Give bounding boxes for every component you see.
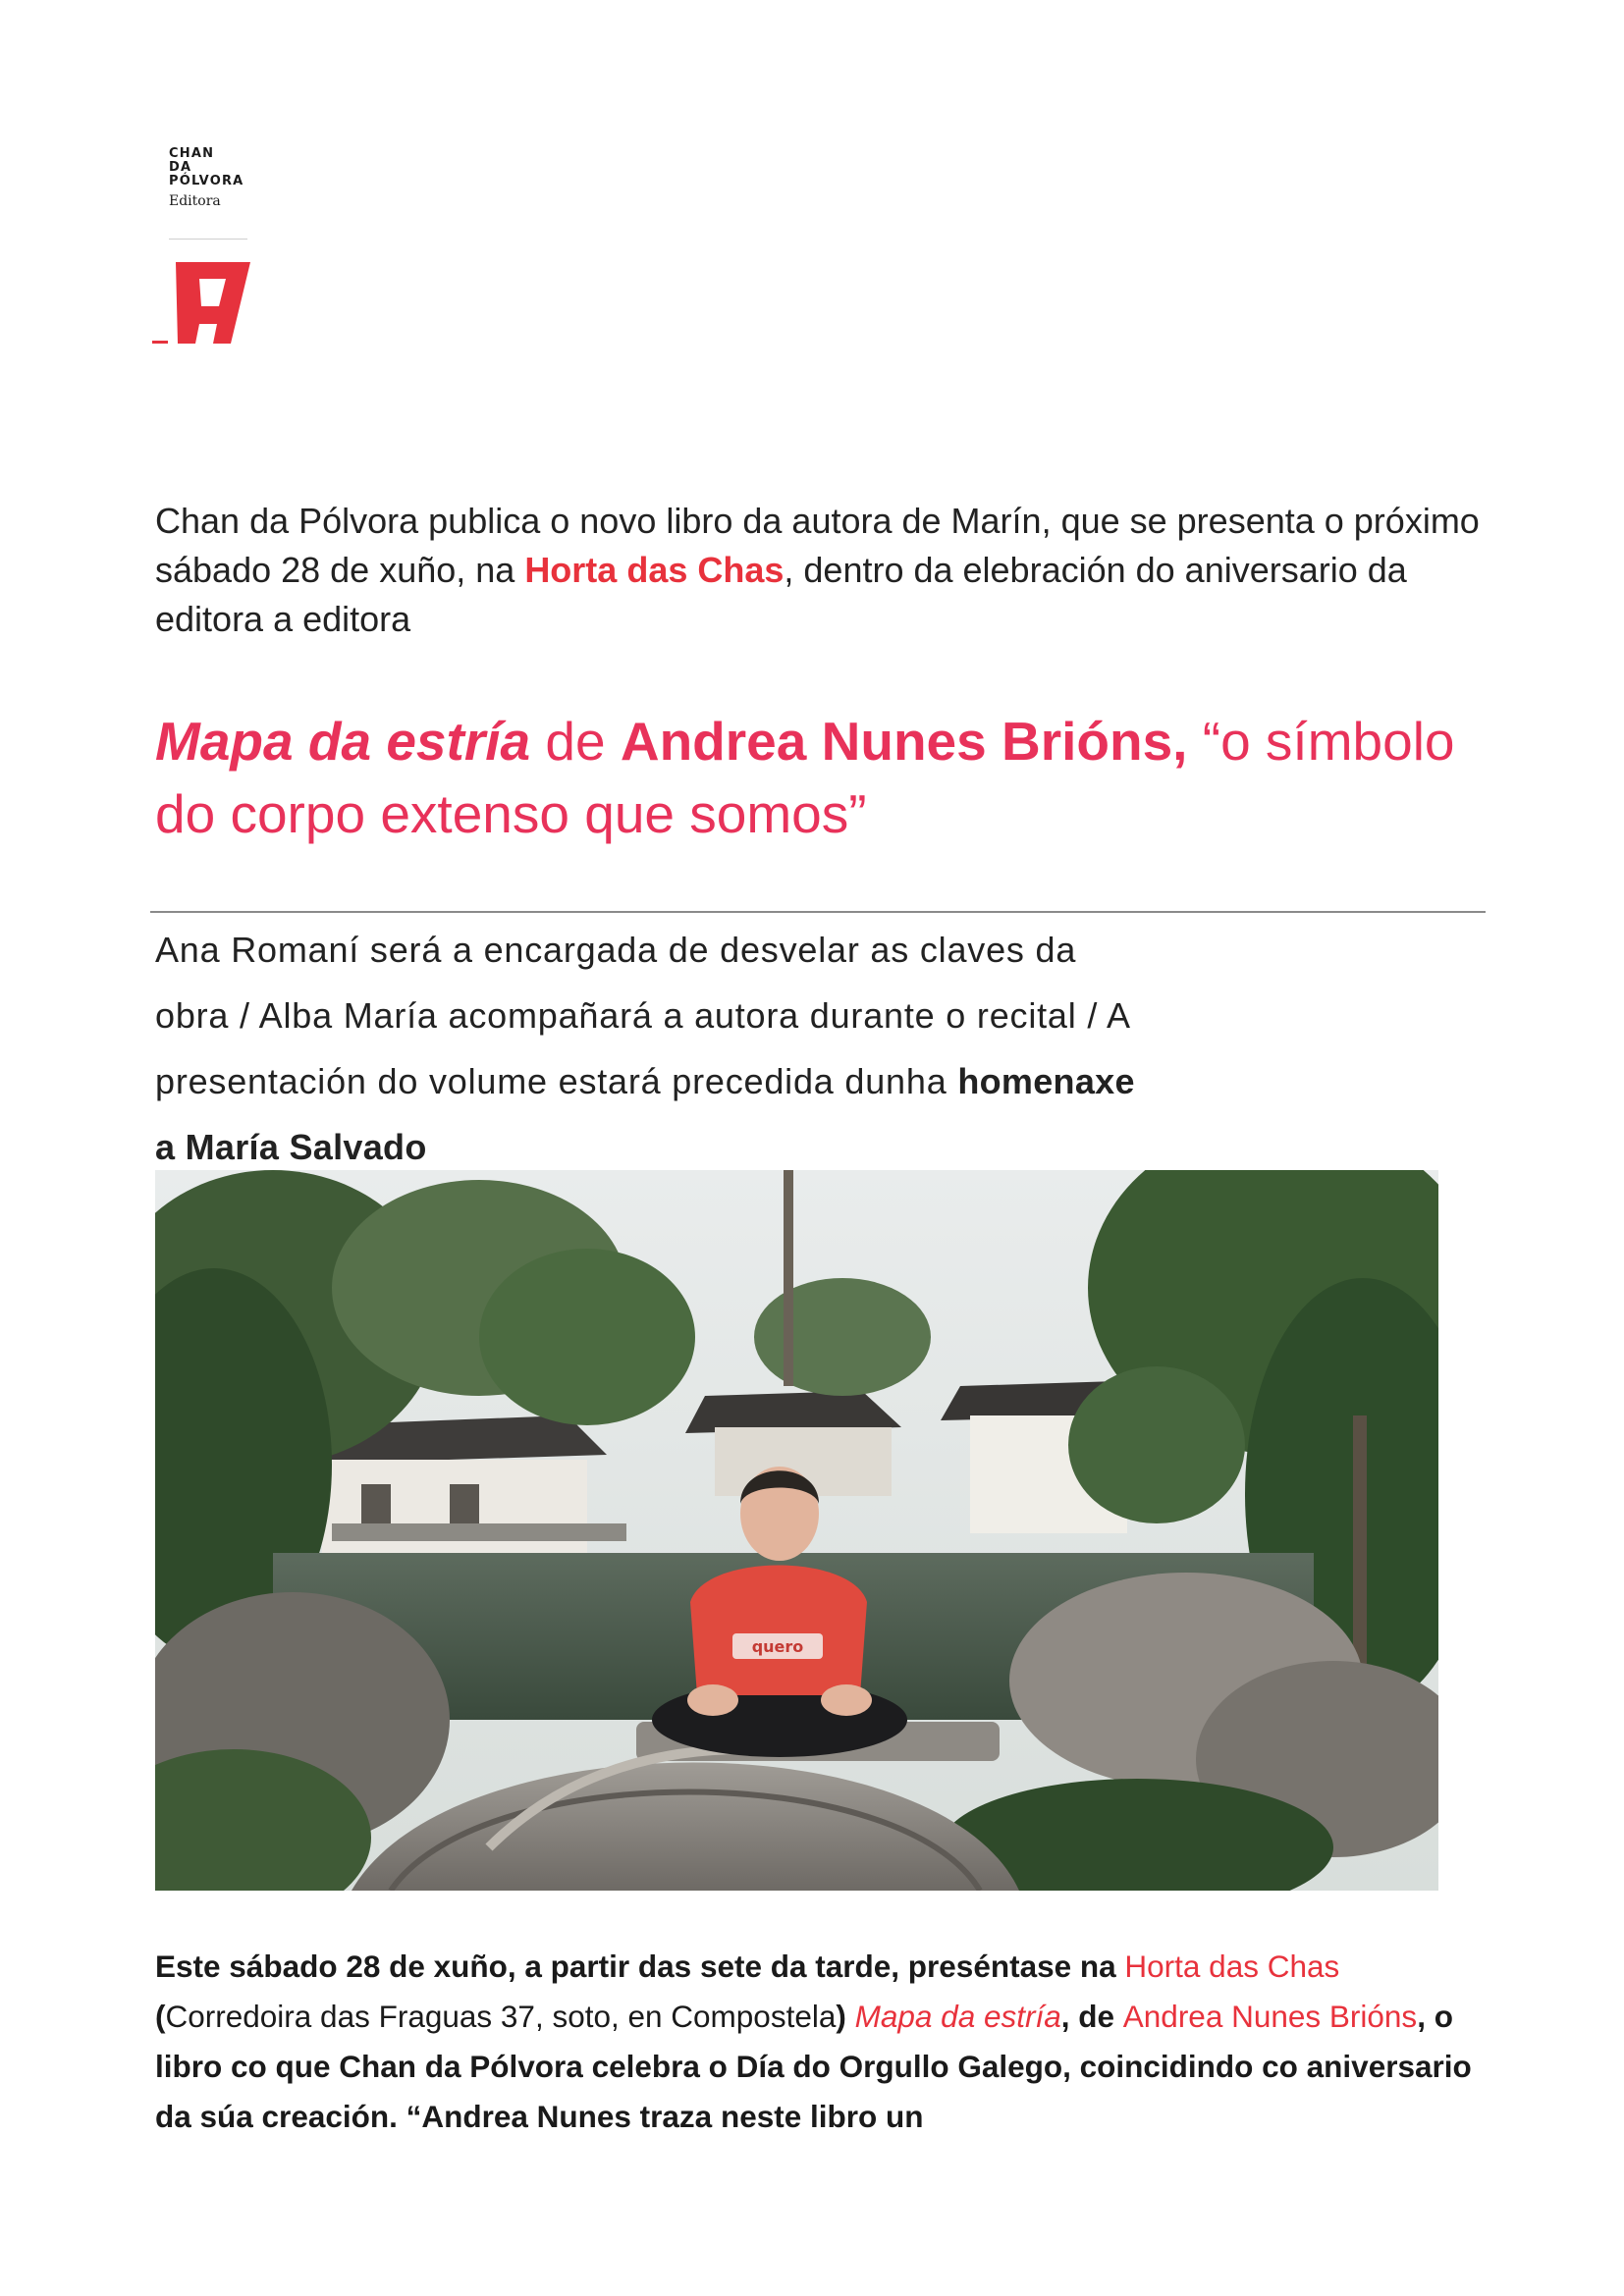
subheading [155,917,1137,1180]
publisher-logo [169,147,249,209]
logo-subtitle: Editora [169,193,221,209]
headline-divider [150,911,1486,913]
body-author-link[interactable]: Andrea Nunes Brións [1122,1999,1418,2034]
intro-paragraph [155,497,1510,644]
logo-line-1: CHAN [169,146,215,161]
body-text-3: ) [836,1999,855,2034]
body-text-5: , o libro co que Chan da Pólvora celebra o Día do Orgullo Galego, coincidindo co aniversario da súa creación. “Andrea Nunes traza neste libro un [155,1999,1472,2134]
intro-venue-link[interactable]: Horta das Chas [524,550,785,590]
publisher-mark-icon [152,257,250,350]
subheading-bold: homenaxe a María Salvado [155,1061,1135,1167]
body-address: Corredoira das Fraguas 37, soto, en Compostela [165,1999,837,2034]
intro-text-2: , dentro da elebración do aniversario da editora a editora [155,550,1407,639]
body-text-4: , de [1060,1999,1123,2034]
body-venue-link[interactable]: Horta das Chas [1124,1949,1340,1984]
shirt-print-text: quero [751,1637,804,1656]
body-text-1: Este sábado 28 de xuño, a partir das sete da tarde, preséntase na [155,1949,1125,1984]
body-book-title: Mapa da estría [854,1999,1061,2034]
logo-divider [169,239,247,240]
logo-line-2: DA [169,160,192,175]
headline-connector: de [530,711,621,772]
headline-book-title: Mapa da estría [155,711,531,772]
subheading-text: Ana Romaní será a encargada de desvelar as claves da obra / Alba María acompañará a autora durante o recital / A presentación do volume estará precedida dunha [155,930,1129,1101]
headline-quote: “o símbolo do corpo extenso que somos” [155,711,1455,844]
page-headline [155,705,1510,850]
body-text-2: ( [155,1999,166,2034]
intro-text-1: Chan da Pólvora publica o novo libro da autora de Marín, que se presenta o próximo sábado 28 de xuño, na [155,501,1480,590]
headline-author: Andrea Nunes Brións, [620,711,1188,772]
logo-line-3: PÓLVORA [169,174,244,188]
author-photo [155,1170,1438,1891]
body-paragraph [155,1942,1481,2142]
